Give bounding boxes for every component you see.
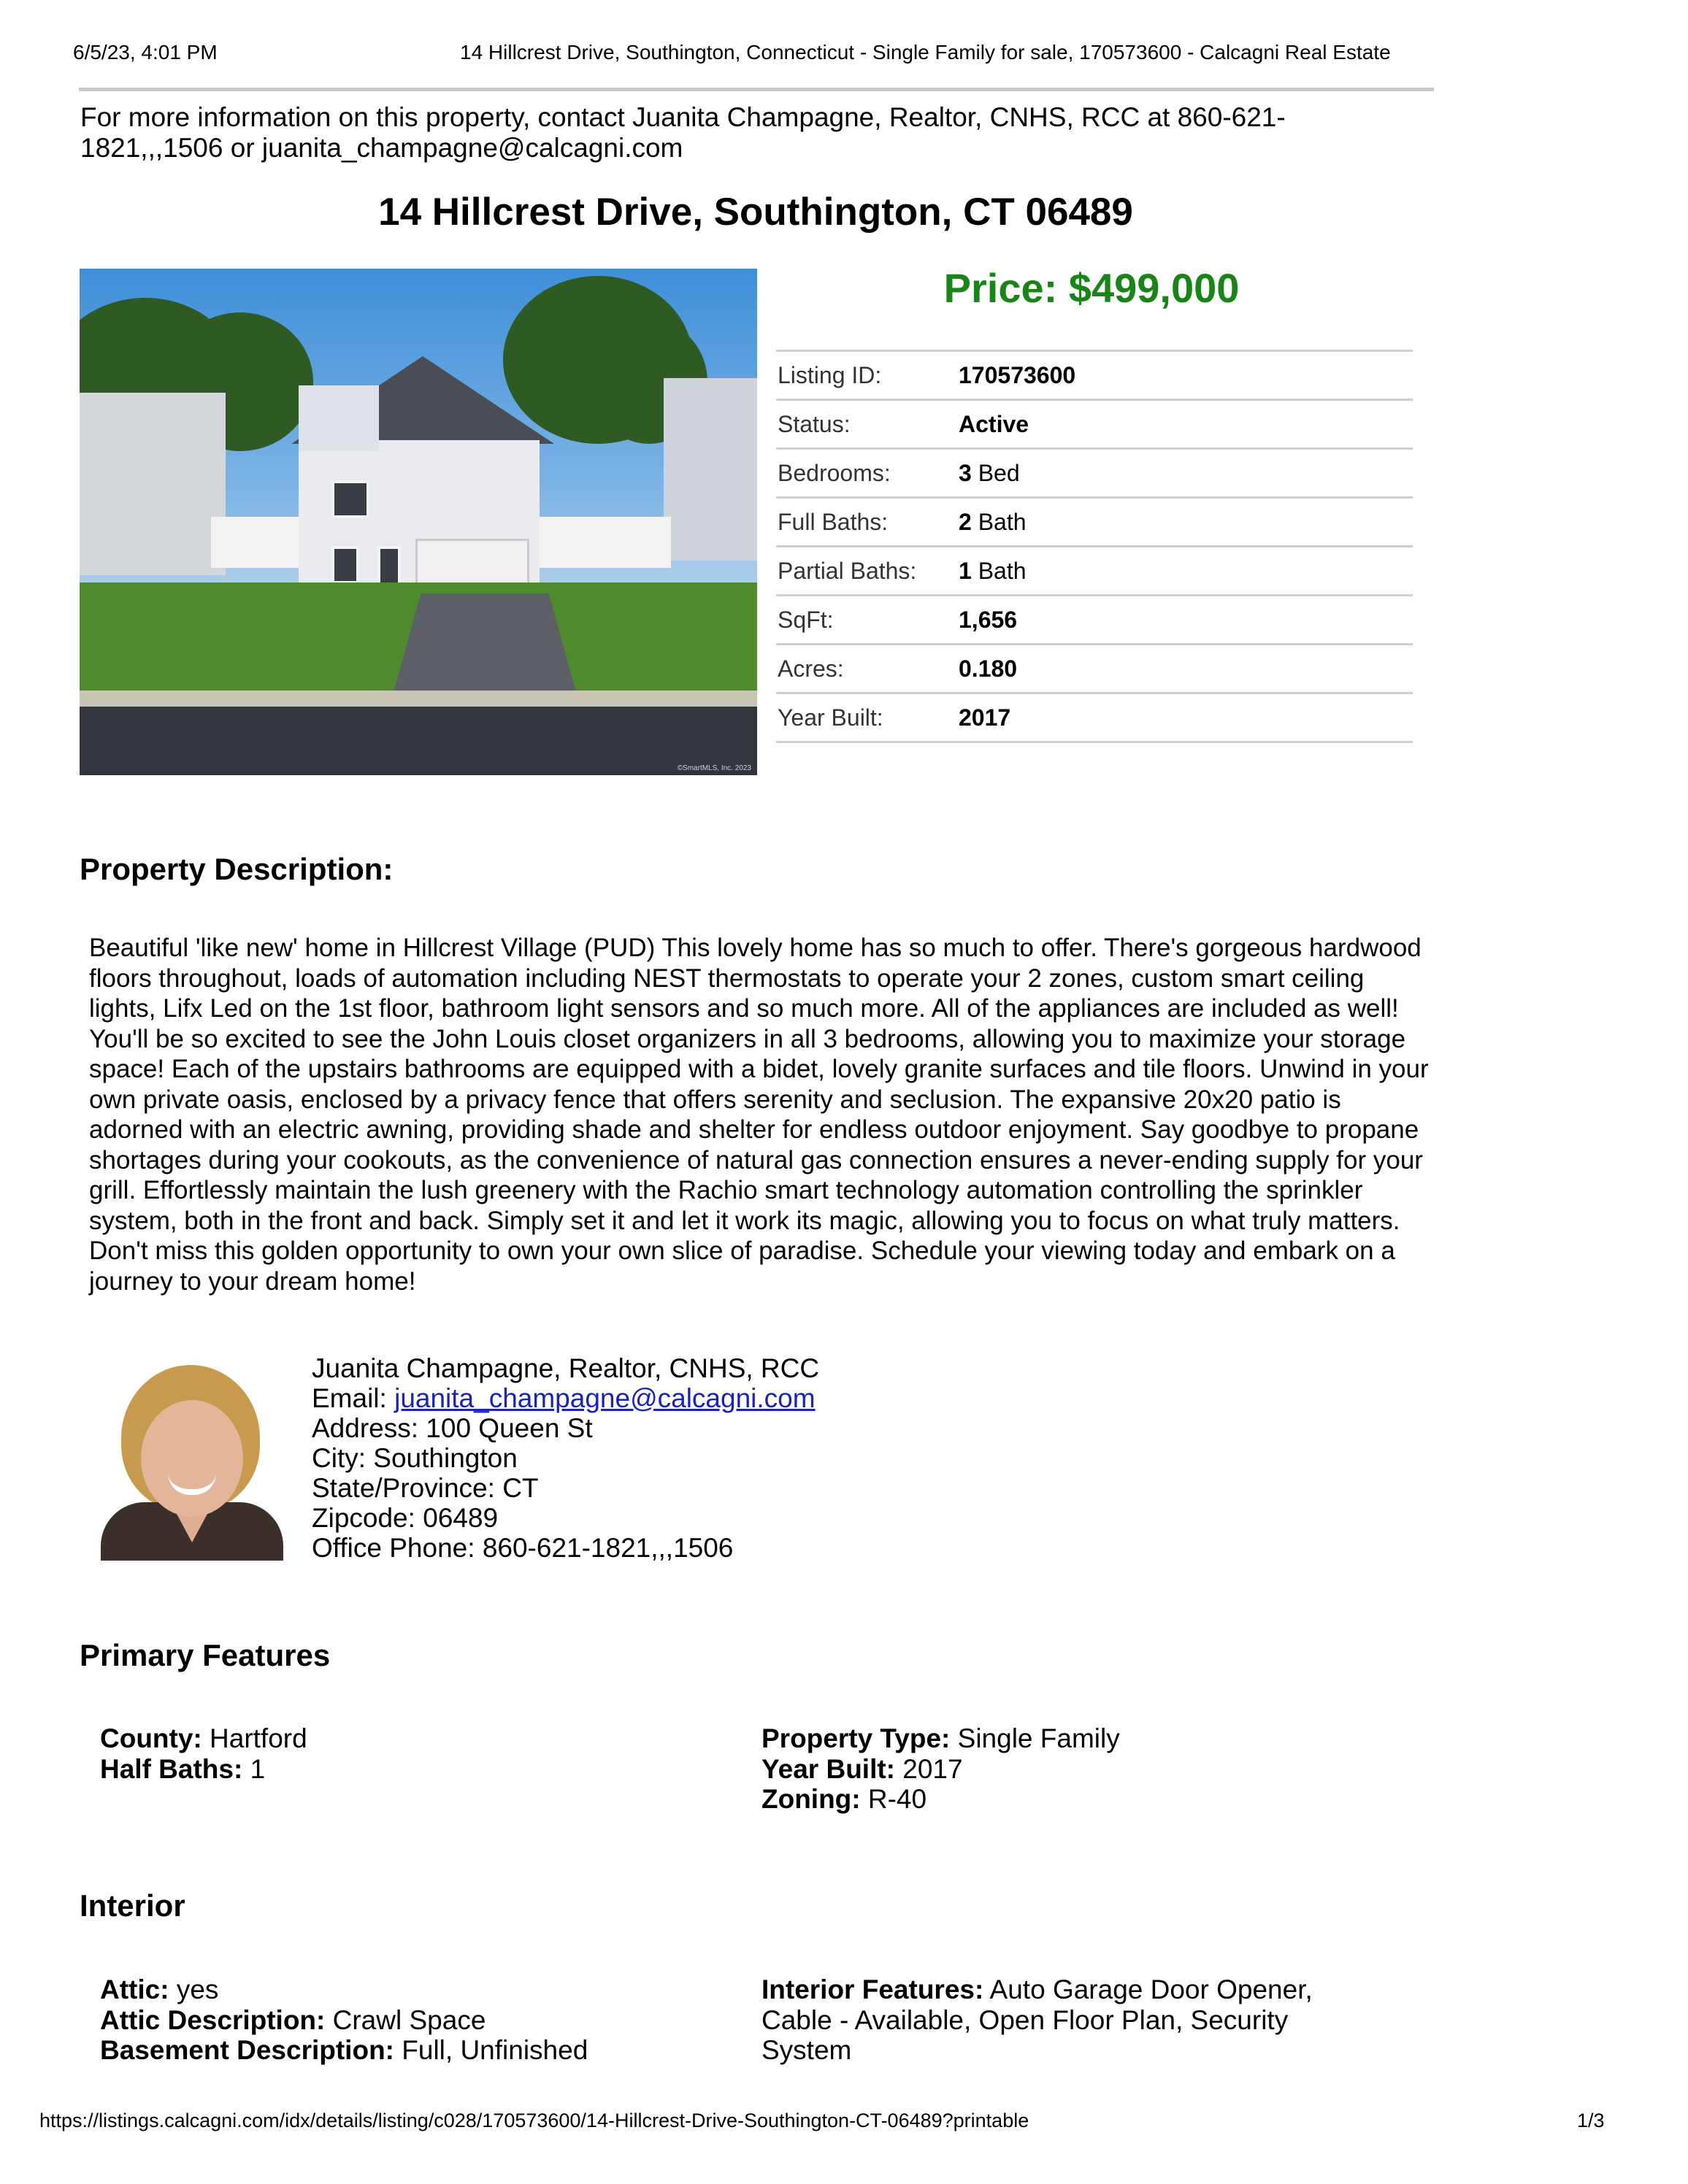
feature-item: Interior Features: Auto Garage Door Opener, Cable - Available, Open Floor Plan, Security System <box>761 1975 1313 2065</box>
fact-label: Year Built: <box>778 704 883 731</box>
agent-address: 100 Queen St <box>426 1413 593 1443</box>
agent-city: Southington <box>373 1443 518 1473</box>
fact-label: Listing ID: <box>778 361 882 388</box>
fact-unit: Bath <box>978 557 1027 584</box>
page-title: 14 Hillcrest Drive, Southington, CT 06489 <box>378 191 1133 234</box>
listing-price: Price: $499,000 <box>943 265 1240 311</box>
fact-label: SqFt: <box>778 606 834 633</box>
fact-unit: Bath <box>978 508 1027 535</box>
agent-state: CT <box>502 1473 539 1503</box>
primary-features-right <box>761 1723 1389 1815</box>
agent-state-label: State/Province: <box>312 1473 495 1503</box>
property-photo[interactable] <box>80 269 757 775</box>
agent-phone: 860-621-1821,,,1506 <box>482 1533 734 1563</box>
agent-zip: 06489 <box>423 1503 499 1533</box>
property-description: Beautiful 'like new' home in Hillcrest Village (PUD) This lovely home has so much to offer. There's gorgeous hardwood floors throughout, loads of automation including NEST thermostats to operate your 2 zones, custom smart ceiling lights, Lifx Led on the 1st floor, bathroom light sensors and so much more. All of the appliances are included as well! You'll be so excited to see the John Louis closet organizers in all 3 bedrooms, allowing you to maximize your storage space! Each of the upstairs bathrooms are equipped with a bidet, lovely granite surfaces and tile floors. Unwind in your own private oasis, enclosed by a privacy fence that offers serenity and seclusion. The expansive 20x20 patio is adorned with an electric awning, providing shade and shelter for endless outdoor enjoyment. Say goodbye to propane shortages during your cookouts, as the convenience of natural gas connection ensures a never-ending supply for your grill. Effortlessly maintain the lush greenery with the Rachio smart technology automation controlling the sprinkler system, both in the front and back. Simply set it and let it work its magic, allowing you to focus on what truly matters. Don't miss this golden opportunity to own your own slice of paradise. Schedule your viewing today and embark on a journey to your dream home! <box>89 934 1429 1296</box>
fact-label: Status: <box>778 410 851 437</box>
print-datetime: 6/5/23, 4:01 PM <box>73 41 218 64</box>
print-footer-url: https://listings.calcagni.com/idx/details/listing/c028/170573600/14-Hillcrest-Drive-Southington-CT-06489?printable <box>39 2110 1029 2131</box>
contact-line: For more information on this property, contact Juanita Champagne, Realtor, CNHS, RCC at 860-621-1821,,,1506 or juanita_champagne@calcagni.com <box>80 102 1286 163</box>
feature-item: Property Type: Single Family <box>761 1723 1120 1753</box>
agent-name: Juanita Champagne, Realtor, CNHS, RCC <box>312 1353 820 1383</box>
agent-info <box>312 1353 819 1563</box>
interior-heading: Interior <box>80 1888 185 1923</box>
fact-label: Full Baths: <box>778 508 889 535</box>
fact-row-full-baths <box>776 496 1413 545</box>
interior-right <box>761 1975 1360 2066</box>
fact-value: 3 <box>959 459 972 486</box>
fact-row-sqft <box>776 594 1413 643</box>
feature-item: Zoning: R-40 <box>761 1784 927 1814</box>
agent-email-label: Email: <box>312 1383 387 1413</box>
fact-value: 0.180 <box>959 655 1018 682</box>
fact-row-status <box>776 399 1413 447</box>
fact-unit: Bed <box>978 459 1020 486</box>
print-page-title: 14 Hillcrest Drive, Southington, Connecticut - Single Family for sale, 170573600 - Calcagni Real Estate <box>460 41 1391 64</box>
agent-zip-label: Zipcode: <box>312 1503 415 1533</box>
header-divider <box>79 88 1434 91</box>
feature-item: Basement Description: Full, Unfinished <box>100 2035 588 2065</box>
feature-item: Year Built: 2017 <box>761 1753 963 1784</box>
description-heading: Property Description: <box>80 852 394 886</box>
feature-item: Half Baths: 1 <box>100 1753 266 1784</box>
fact-row-partial-baths <box>776 545 1413 594</box>
fact-label: Bedrooms: <box>778 459 891 486</box>
fact-row-bedrooms <box>776 447 1413 496</box>
agent-email-link[interactable]: juanita_champagne@calcagni.com <box>394 1383 816 1413</box>
fact-label: Partial Baths: <box>778 557 917 584</box>
fact-value: 2 <box>959 508 972 535</box>
fact-row-year-built <box>776 692 1413 743</box>
interior-left <box>100 1975 728 2066</box>
fact-value: Active <box>959 410 1029 437</box>
photo-watermark: ©SmartMLS, Inc. 2023 <box>677 764 751 772</box>
fact-label: Acres: <box>778 655 844 682</box>
fact-row-listing-id <box>776 350 1413 399</box>
fact-row-acres <box>776 643 1413 692</box>
fact-value: 1,656 <box>959 606 1018 633</box>
feature-item: Attic: yes <box>100 1975 219 2004</box>
primary-features-left <box>100 1723 728 1784</box>
agent-city-label: City: <box>312 1443 366 1473</box>
facts-table <box>776 350 1413 743</box>
feature-item: County: Hartford <box>100 1723 307 1753</box>
fact-value: 2017 <box>959 704 1011 731</box>
agent-phone-label: Office Phone: <box>312 1533 475 1563</box>
agent-photo <box>101 1364 283 1561</box>
feature-item: Attic Description: Crawl Space <box>100 2004 486 2035</box>
primary-features-heading: Primary Features <box>80 1638 331 1672</box>
fact-value: 1 <box>959 557 972 584</box>
print-footer-page-number: 1/3 <box>1577 2110 1605 2131</box>
agent-address-label: Address: <box>312 1413 419 1443</box>
fact-value: 170573600 <box>959 361 1076 388</box>
